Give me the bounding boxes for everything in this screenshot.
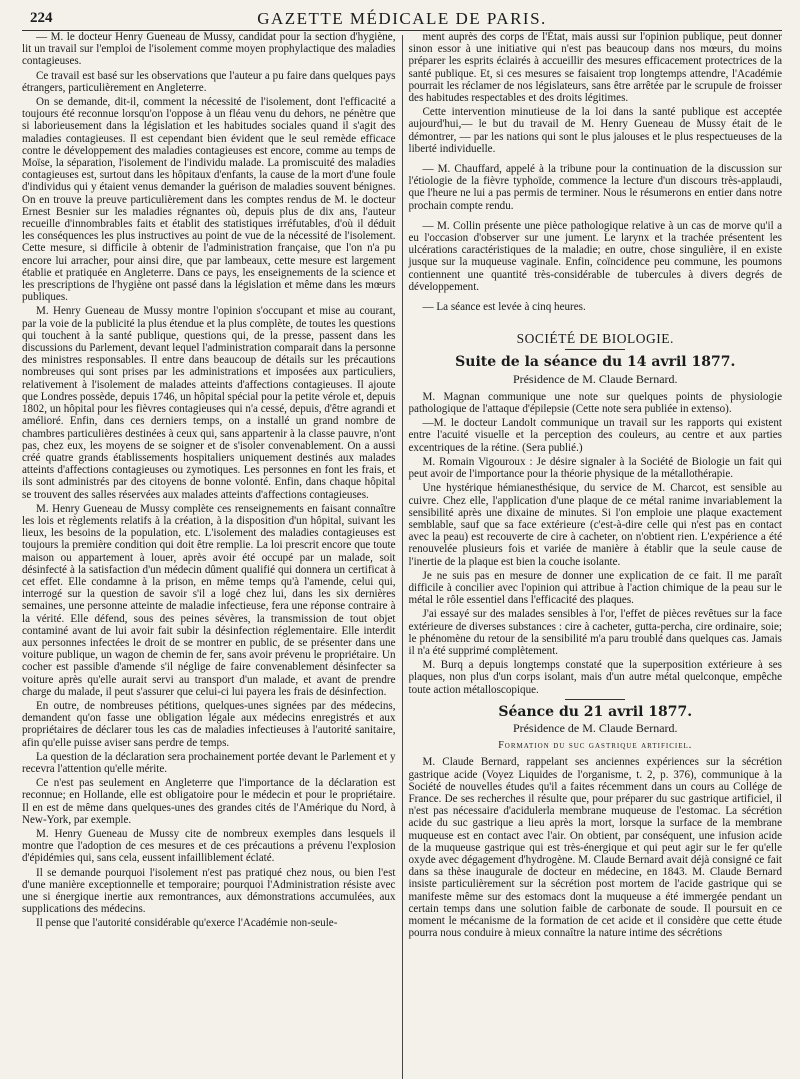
paragraph: Il se demande pourquoi l'isolement n'est pas pratiqué chez nous, ou bien l'est d'une manière exceptionnelle et temporaire; pourquoi l'Administration résiste avec une si énergique inertie aux remontrances, aux démonstrations accumulées, aux supplications des médecins.	[22, 866, 396, 916]
paragraph: M. Magnan communique une note sur quelques points de physiologie pathologique de l'attaque d'épilepsie (Cette note sera publiée in extenso).	[408, 390, 782, 416]
section-rule	[565, 699, 625, 700]
paragraph: Je ne suis pas en mesure de donner une explication de ce fait. Il me paraît difficile à concilier avec l'opinion qui attribue à l'action chimique de la peau sur le métal le rôle essentiel dans l'efficacité des plaques.	[408, 569, 782, 607]
paragraph: Ce travail est basé sur les observations que l'auteur a pu faire dans quelques pays étrangers, particulièrement en Angleterre.	[22, 69, 396, 94]
paragraph: Cette intervention minutieuse de la loi dans la santé publique est acceptée aujourd'hui,— le but du travail de M. Henry Gueneau de Mussy était de le démontrer, — par les nations qui sont le plus jalouses et le plus respectueuses de la liberté individuelle.	[408, 106, 782, 155]
paragraph: M. Henry Gueneau de Mussy cite de nombreux exemples dans lesquels il montre que l'adoption de ces mesures et de ces précautions a prévenu l'explosion d'épidémies qui, sans cela, eussent infailliblement éclaté.	[22, 828, 396, 865]
section-subheading: Formation du suc gastrique artificiel.	[498, 740, 693, 752]
right-column	[403, 31, 783, 1079]
presidency-line: Présidence de M. Claude Bernard.	[512, 720, 678, 735]
paragraph: Ce n'est pas seulement en Angleterre que l'importance de la déclaration est reconnue; en Hollande, elle est obligatoire pour le médecin et pour le propriétaire. Il en est de même dans quelques-unes des grandes cités de l'Amérique du Nord, à New-York, par exemple.	[22, 777, 396, 826]
paragraph: —M. le docteur Landolt communique un travail sur les rapports qui existent entre l'acuité visuelle et la perception des couleurs, au centre et aux parties excentriques de la rétine. (Sera publié.)	[408, 417, 782, 454]
heading-rule	[565, 349, 625, 350]
session-heading: Séance du 21 avril 1877.	[498, 703, 693, 720]
paragraph: M. Henry Gueneau de Mussy complète ces renseignements en faisant connaître les lois et règlements relatifs à la création, à la disposition d'un hôpital, suivant les lieux, les besoins de la population, etc. L'isolement des maladies contagieuses est toujours la première condition qui doit être remplie. La loi prescrit encore que toute maison ou appartement à louer, après avoir été occupé par un malade, soit désinfecté à la satisfaction d'un médecin dûment qualifié qui donnera un certificat à cet effet. Elle condamne à la prison, en même temps qu'à l'amende, celui qui, interrogé sur la question de savoir s'il a logé chez lui, dans les six dernières semaines, une personne atteinte de maladie infectieuse, fera une réponse contraire à la vérité. Elle défend, sous des peines sévères, la transmission de tout objet contaminé avant de lui avoir fait subir la désinfection réglementaire. Elle interdit aux personnes infectées le droit de se montrer en public, de se présenter dans une voiture publique, un wagon de chemin de fer, sans avoir prévenu le propriétaire. Un cocher est passible d'amende s'il néglige de faire convenablement désinfecter sa voiture après qu'elle aurait servi au transport d'un malade, et avant de prendre charge du malade, il peut s'assurer que celui-ci lui payera les frais de désinfection.	[22, 502, 396, 698]
paragraph: Il pense que l'autorité considérable qu'exerce l'Académie non-seule-	[36, 917, 338, 930]
paragraph: J'ai essayé sur des malades sensibles à l'or, l'effet de pièces revêtues sur la face extérieure de diverses substances : cire à cacheter, gutta-percha, cire ordinaire, soie; le phénomène du retour de la sensibilité m'a paru troublé dans quelques cas. Jamais il n'a été supprimé complètement.	[408, 608, 782, 657]
paragraph: — M. Collin présente une pièce pathologique relative à un cas de morve qu'il a eu l'occasion d'observer sur une jument. Le larynx et la trachée présentent les ulcérations caractéristiques de la maladie; en outre, chose singulière, il en existe jusque sur la muqueuse vaginale. Enfin, coïncidence peu commune, les poumons contiennent une quantité très-considérable de tubercules à divers degrés de développement.	[408, 219, 782, 293]
paragraph: M. Romain Vigouroux : Je désire signaler à la Société de Biologie un fait qui peut avoir de l'importance pour la théorie physique de la métallothérapie.	[408, 455, 782, 481]
paragraph: — La séance est levée à cinq heures.	[422, 301, 586, 314]
paragraph: — M. Chauffard, appelé à la tribune pour la continuation de la discussion sur l'étiologie de la fièvre typhoïde, commence la lecture d'un discours très-applaudi, que l'heure ne lui a pas permis de terminer. Nous le résumerons en entier dans notre prochain compte rendu.	[408, 163, 782, 212]
paragraph: — M. le docteur Henry Gueneau de Mussy, candidat pour la section d'hygiène, lit un travail sur l'emploi de l'isolement comme moyen prophylactique des maladies contagieuses.	[22, 31, 396, 68]
society-heading: SOCIÉTÉ DE BIOLOGIE.	[516, 331, 674, 347]
paragraph: En outre, de nombreuses pétitions, quelques-unes signées par des médecins, demandent qu'on fasse une obligation légale aux médecins enregistrés et aux propriétaires de déclarer tous les cas de maladies infectieuses à l'autorité sanitaire, afin qu'elle puisse aviser sans perdre de temps.	[22, 699, 396, 749]
paragraph: M. Claude Bernard, rappelant ses anciennes expériences sur la sécrétion gastrique acide (Voyez Liquides de l'organisme, t. 2, p. 376), communique à la Société de nouvelles études qu'il a faites récemment dans un cours au Collége de France. De ses recherches il résulte que, pour préparer du suc gastrique artificiel, il n'est pas nécessaire d'acidulerla membrane muqueuse de l'estomac. La sécrétion acide du suc gastrique a lieu après la mort, lorsque la surface de la membrane muqueuse est en contact avec l'air. On obtient, par conséquent, une infusion acide de la muqueuse gastrique qui est très-énergique et qui peut agir sur le fer qu'elle oxyde avec dégagement d'hydrogène. M. Claude Bernard avait déjà consigné ce fait dans sa thèse inaugurale de docteur en médecine, en 1843. M. Claude Bernard insiste particulièrement sur la sécrétion post mortem de l'acide gastrique qui se manifeste même sur des estomacs dont la muqueuse a été immergée pendant un certain temps dans une solution faible de carbonate de soude. Il poursuit en ce moment le mécanisme de la formation de cet acide et il considère que cette étude pourra nous conduire à mieux connaître la nature intime des sécrétions	[408, 756, 782, 940]
session-heading: Suite de la séance du 14 avril 1877.	[455, 354, 736, 371]
journal-title: GAZETTE MÉDICALE DE PARIS.	[257, 9, 547, 28]
paragraph: M. Burq a depuis longtemps constaté que la superposition extérieure à ses plaques, non plus d'un corps isolant, mais d'un autre métal quelconque, empêche toute action métalloscopique.	[408, 659, 782, 696]
paragraph: On se demande, dit-il, comment la nécessité de l'isolement, dont l'efficacité a toujours été reconnue lorsqu'on l'oppose à un fléau venu du dehors, ne pénètre que si laborieusement dans la législation et les habitudes sociales quand il s'agit des maladies contagieuses. Il est cependant bien évident que le seul remède efficace contre le développement des maladies contagieuses est encore, comme au temps de Moïse, la séparation, l'isolement de l'individu malade. La promiscuité des maladies contagieuses est, surtout dans les hôpitaux d'enfants, la cause de la mort d'une foule d'individus qui y étaient venus demander la guérison de maladies souvent bénignes. On en trouve la preuve particulièrement dans les comptes rendus de M. le docteur Ernest Besnier sur les maladies régnantes où, depuis plus de dix ans, l'auteur recueille d'innombrables faits et établit des statistiques irréfutables, d'où il déduit les conséquences les plus instructives au point de vue de la nécessité de l'isolement. Cette mesure, si difficile à obtenir de l'administration française, que l'on n'a pu encore lui arracher, pour ainsi dire, que par lambeaux, cette mesure est largement établie et pratiquée en Angleterre. Dans ce pays, les enseignements de la science et les prescriptions de l'hygiène ont passé dans la législation et même dans les mœurs publiques.	[22, 96, 396, 304]
presidency-line: Présidence de M. Claude Bernard.	[512, 371, 678, 386]
columns	[22, 31, 782, 1079]
paragraph: La question de la déclaration sera prochainement portée devant le Parlement et y recevra l'attention qu'elle mérite.	[22, 750, 396, 775]
paragraph: Une hystérique hémianesthésique, du service de M. Charcot, est sensible au cuivre. Chez elle, l'application d'une plaque de ce métal ranime invariablement la sensibilité après une dixaine de minutes. Si l'on emploie une plaque exactement semblable, sauf que sa face extérieure (c'est-à-dire celle qui n'est pas en contact avec la peau) est recouverte de cire à cacheter, on n'obtient rien. L'expérience a été renouvelée plusieurs fois et variée de manière à établir que la seule cause de l'inertie de la plaque est bien la couche isolante.	[408, 482, 782, 568]
page-number: 224	[30, 10, 53, 26]
left-column	[22, 31, 402, 1079]
page-header	[22, 8, 782, 31]
paragraph: M. Henry Gueneau de Mussy montre l'opinion s'occupant et mise au courant, par la voie de la publicité la plus étendue et la plus complète, de toutes les questions qui touchent à la santé publique, questions qui, de la presse, passent dans les discussions du Parlement, devant lequel l'administration comparait dans la personne des ministres responsables. Il entre dans beaucoup de détails sur les précautions nombreuses qui sont prises par les administrations et imposées aux particuliers, relativement à l'isolement de malades atteints d'affections contagieuses. Il ajoute que Londres possède, depuis 1746, un hôpital spécial pour la petite vérole et, depuis 1802, un hôpital pour les fièvres contagieuses qui n'a cessé, depuis, d'être agrandi et amélioré. Enfin, dans ces derniers temps, on a installé un grand nombre de chambres particulières destinées à ceux qui, sans appartenir à la classe pauvre, n'ont pas, chez eux, les moyens de se soigner et de s'isoler convenablement. On a aussi créé quatre grands établissements hospitaliers uniquement destinés aux malades atteints d'affections contagieuses ou zymotiques. Les personnes en font les frais, et ils sont administrés par des citoyens de bonne volonté. Enfin, dans chaque hôpital se trouvent des salles réservées aux malades atteints d'affections contagieuses.	[22, 305, 396, 501]
paragraph: ment auprès des corps de l'État, mais aussi sur l'opinion publique, peut donner sinon essor à une initiative qui n'est pas beaucoup dans nos mœurs, du moins préparer les esprits éclairés à accueillir des mesures efficacement protectrices de la santé publique. Et, si ces mesures se faisaient trop longtemps attendre, l'Académie pourrait les réclamer de nos législateurs, sans être arrêtée par le scrupule de froisser des habitudes respectables et des droits légitimes.	[408, 31, 782, 105]
